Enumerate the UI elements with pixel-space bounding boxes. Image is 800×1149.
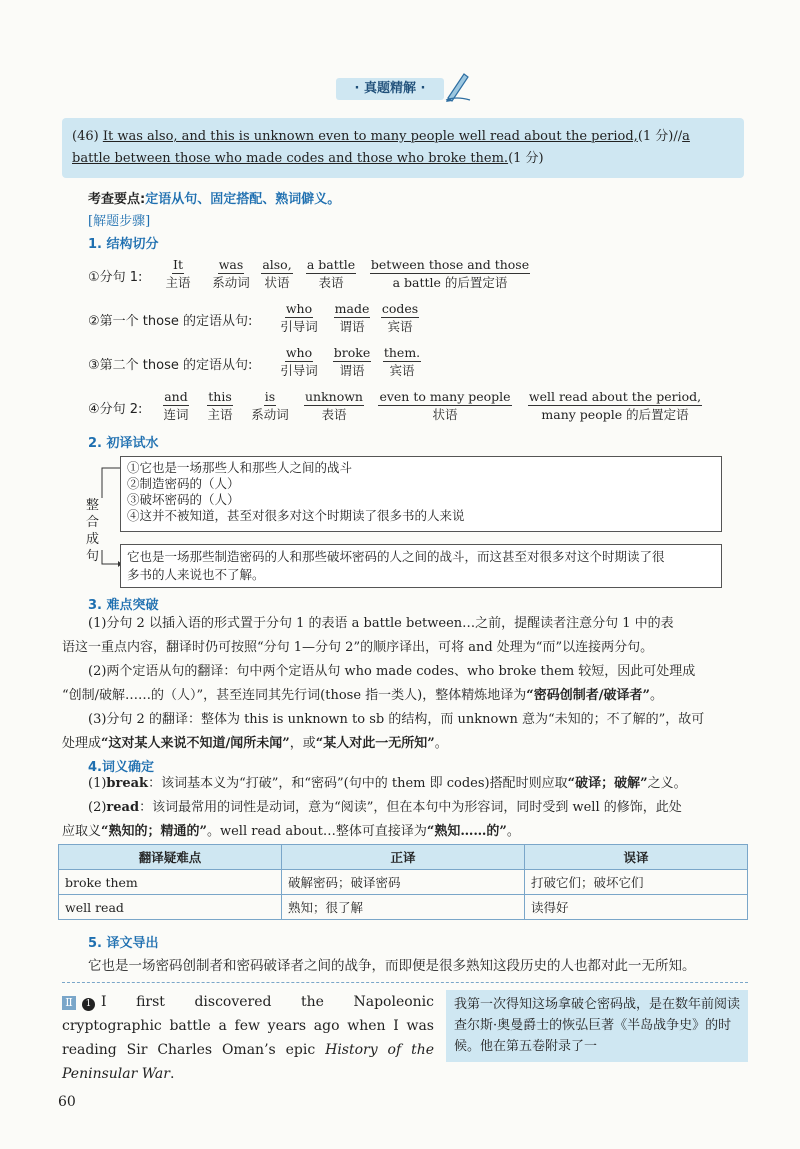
clause1-segment: It 主语 <box>165 257 191 290</box>
book-title: History of the Peninsular War <box>62 1042 434 1082</box>
table-header: 正译 <box>282 845 525 870</box>
answer-number: (46) <box>72 129 103 144</box>
word-meaning-1: (1)break：该词基本义为“打破”，和“密码”(句中的 them 即 codes)搭配时则应取“破译；破解”之义。 <box>88 776 687 791</box>
clause1-label: ①分句 1: <box>88 270 143 285</box>
key-points-value: 定语从句、固定搭配、熟词僻义。 <box>145 192 341 207</box>
step3-title: 3. 难点突破 <box>88 598 159 613</box>
difficulty-paragraph-1: (1)分句 2 以插入语的形式置于分句 1 的表语 a battle between…之前，提醒读者注意分句 1 中的表 语这一重点内容，翻译时仍可按照“分句 1—分句 2”的顺序译出，可将 and 处理为“而”以连接两分句。 <box>62 616 674 655</box>
table-cell: well read <box>59 895 282 920</box>
section-title-badge: · 真题精解 · <box>336 78 444 100</box>
table-cell: 打破它们；破坏它们 <box>525 870 748 895</box>
clause4-segment: and 连词 <box>163 389 189 422</box>
step2-title: 2. 初译试水 <box>88 436 159 451</box>
table-cell: 读得好 <box>525 895 748 920</box>
table-cell: 破解密码；破译密码 <box>282 870 525 895</box>
section-marker-ii: Ⅱ <box>62 996 76 1010</box>
clause4-segment: well read about the period, many people 的后置定语 <box>528 389 702 422</box>
key-points <box>88 188 340 207</box>
clause2-segment: who 引导词 <box>280 301 318 334</box>
draft-line: ①它也是一场那些人和那些人之间的战斗 <box>127 460 353 475</box>
clause1-segment: a battle 表语 <box>306 257 356 290</box>
answer-part-2: battle between those who made codes and those who broke them. <box>72 151 509 166</box>
step5-title: 5. 译文导出 <box>88 936 159 951</box>
clause3-segment: broke 谓语 <box>333 345 371 378</box>
draft-line: ④这并不被知道，甚至对很多对这个时期读了很多书的人来说 <box>127 508 465 523</box>
table-cell: broke them <box>59 870 282 895</box>
combine-label: 整合成句 <box>86 498 100 564</box>
clause1-segment: was 系动词 <box>212 257 250 290</box>
clause3-segment: them. 宾语 <box>383 345 421 378</box>
answer-line-1 <box>72 126 734 148</box>
draft-line: ③破坏密码的（人） <box>127 492 240 507</box>
answer-score-1: (1 分)// <box>637 129 683 144</box>
combined-line: 它也是一场那些制造密码的人和那些破坏密码的人之间的战斗，而这甚至对很多对这个时期读了很 <box>127 549 665 564</box>
clause4-label: ④分句 2: <box>88 402 143 417</box>
key-points-label: 考查要点: <box>88 192 146 207</box>
step4-title: 4.词义确定 <box>88 760 154 775</box>
table-row <box>59 870 748 895</box>
final-translation: 它也是一场密码创制者和密码破译者之间的战争，而即便是很多熟知这段历史的人也都对此一无所知。 <box>88 958 696 974</box>
clause3-label: ③第二个 those 的定语从句: <box>88 358 253 373</box>
clause4-segment: unknown 表语 <box>304 389 363 422</box>
difficulty-paragraph-2: (2)两个定语从句的翻译：句中两个定语从句 who made codes、who broke them 较短，因此可处理成 “创制/破解……的（人）”，甚至连同其先行词(those 指一类人)，整体精炼地译为“密码创制者/破译者”。 <box>62 664 696 703</box>
answer-part-1: It was also, and this is unknown even to many people well read about the period, <box>102 129 638 144</box>
table-row <box>59 895 748 920</box>
table-cell: 熟知；很了解 <box>282 895 525 920</box>
clause1-segment: also, 状语 <box>262 257 292 290</box>
page-number: 60 <box>58 1094 76 1110</box>
clause1-segment: between those and those a battle 的后置定语 <box>370 257 530 290</box>
answer-box <box>62 118 744 178</box>
clause4-segment: is 系动词 <box>251 389 289 422</box>
clause4-segment: even to many people 状语 <box>379 389 511 422</box>
answer-score-2: (1 分) <box>508 151 544 166</box>
clause4-segment: this 主语 <box>207 389 233 422</box>
combined-line: 多书的人来说也不了解。 <box>127 567 265 582</box>
clause2-segment: made 谓语 <box>334 301 370 334</box>
pen-icon <box>444 70 472 102</box>
step1-title: 1. 结构切分 <box>88 237 159 252</box>
translation-table <box>58 844 748 920</box>
table-header: 误译 <box>525 845 748 870</box>
clause2-segment: codes 宾语 <box>381 301 419 334</box>
answer-part-2-start: a <box>682 129 690 144</box>
answer-line-2 <box>72 148 734 170</box>
clause3-segment: who 引导词 <box>280 345 318 378</box>
table-header-row <box>59 845 748 870</box>
chinese-translation-box: 我第一次得知这场拿破仑密码战，是在数年前阅读查尔斯·奥曼爵士的恢弘巨著《半岛战争史》的时候。他在第五卷附录了一 <box>446 990 748 1062</box>
draft-line: ②制造密码的（人） <box>127 476 240 491</box>
combined-box <box>120 544 722 588</box>
section-divider <box>62 982 748 983</box>
difficulty-paragraph-3: (3)分句 2 的翻译：整体为 this is unknown to sb 的结构，而 unknown 意为“未知的；不了解的”，故可 处理成“这对某人来说不知道/闻所未闻”，或“某人对此一无所知”。 <box>62 712 705 751</box>
english-paragraph: Ⅱ 1 I first discovered the Napoleonic cryptographic battle a few years ago when I was reading Sir Charles Oman’s epic History of the Peninsular War. <box>62 994 434 1082</box>
draft-box <box>120 456 722 532</box>
steps-label: [解题步骤] <box>88 214 151 229</box>
clause2-label: ②第一个 those 的定语从句: <box>88 314 253 329</box>
sentence-marker-1: 1 <box>82 998 95 1011</box>
word-meaning-2: (2)read：该词最常用的词性是动词，意为“阅读”，但在本句中为形容词，同时受到 well 的修饰，此处 应取义“熟知的；精通的”。well read about…整体可直接译为“熟知……的”。 <box>62 800 682 839</box>
table-header: 翻译疑难点 <box>59 845 282 870</box>
